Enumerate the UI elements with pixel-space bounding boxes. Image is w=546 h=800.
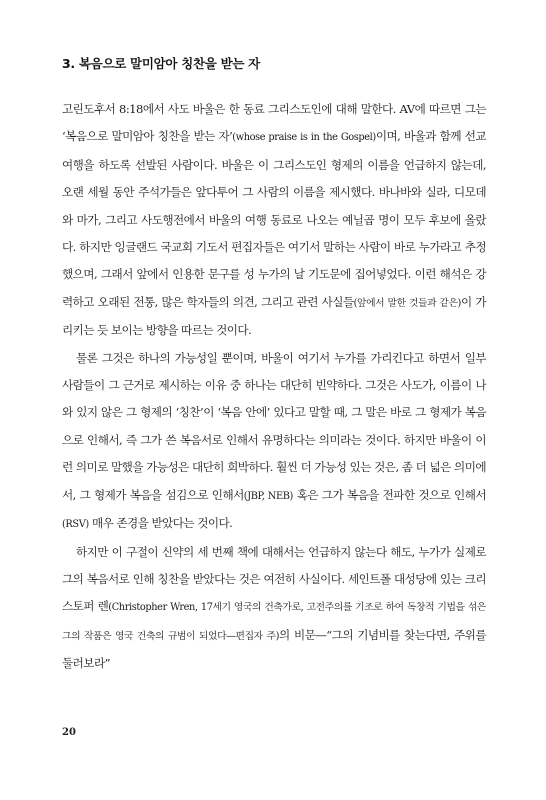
inline-note: (JBP, NEB) [243, 490, 293, 502]
text-run: 이며, 바울과 함께 선교 여행을 하도록 선발된 사람이다. 바울은 이 그리스도인 형제의 이름을 언급하지 않는데, 오랜 세월 동안 주석가들은 앞다투어 그 사람의 이름을 제시했다. 바나바와 실라, 디모데와 마가, 그리고 사도행전에서 바울의 여행 동료로 나오는 예닐곱 명이 모두 후보에 올랐다. 하지만 잉글랜드 국교회 기도서 편집자들은 여기서 말하는 사람이 바로 누가라고 추정했으며, 그래서 앞에서 인용한 문구를 성 누가의 날 기도문에 집어넣었다. 이런 해석은 강력하고 오래된 전통, 많은 학자들의 의견, 그리고 관련 사실들 [62, 129, 486, 309]
inline-note: (Christopher Wren, 17세기 영국의 건축가로, 고전주의를 기조로 하여 독창적 기법을 섞은 그의 작품은 영국 건축의 규범이 되었다—편집자 주) [62, 602, 486, 642]
inline-note: (whose praise is in the Gospel) [232, 132, 376, 144]
section-heading: 3. 복음으로 말미암아 칭찬을 받는 자 [62, 56, 260, 71]
paragraph-2 [62, 345, 486, 539]
text-run: 하지만 이 구절이 신약의 세 번째 책에 대해서는 언급하지 않는다 해도, 누가가 실제로 그의 복음서로 인해 칭찬을 받았다는 것은 여전히 사실이다. 세인트폴 대성당에 있는 크리스토퍼 렌 [62, 544, 486, 614]
paragraph-3 [62, 539, 486, 678]
text-run: 매우 존경을 받았다는 것이다. [88, 516, 233, 531]
text-run: 고린도후서 8:18에서 사도 바울은 한 동료 그리스도인에 대해 말한다. AV에 따르면 그는 ‘복음으로 말미암아 칭찬을 받는 자’ [62, 102, 486, 144]
inline-note: (RSV) [62, 519, 89, 531]
page-number: 20 [62, 727, 76, 738]
body-text [62, 96, 486, 678]
text-run: 물론 그것은 하나의 가능성일 뿐이며, 바울이 여기서 누가를 가리킨다고 하면서 일부 사람들이 그 근거로 제시하는 이유 중 하나는 대단히 빈약하다. 그것은 사도가, 이름이 나와 있지 않은 그 형제의 ‘칭찬’이 ‘복음 안에’ 있다고 말할 때, 그 말은 바로 그 형제가 복음으로 인해서, 즉 그가 쓴 복음서로 인해서 유명하다는 의미라는 것이다. 하지만 바울이 이런 의미로 말했을 가능성은 대단히 희박하다. 훨씬 더 가능성 있는 것은, 좀 더 넓은 의미에서, 그 형제가 복음을 섬김으로 인해서 [62, 350, 486, 502]
paragraph-1 [62, 96, 486, 345]
inline-note: (앞에서 말한 것들과 같은) [353, 297, 461, 309]
text-run: 의 비문—“그의 기념비를 찾는다면, 주위를 둘러보라” [62, 627, 486, 671]
text-run: 혹은 그가 복음을 전파한 것으로 인해서 [292, 487, 486, 502]
text-run: 이 가리키는 듯 보이는 방향을 따르는 것이다. [62, 294, 487, 338]
